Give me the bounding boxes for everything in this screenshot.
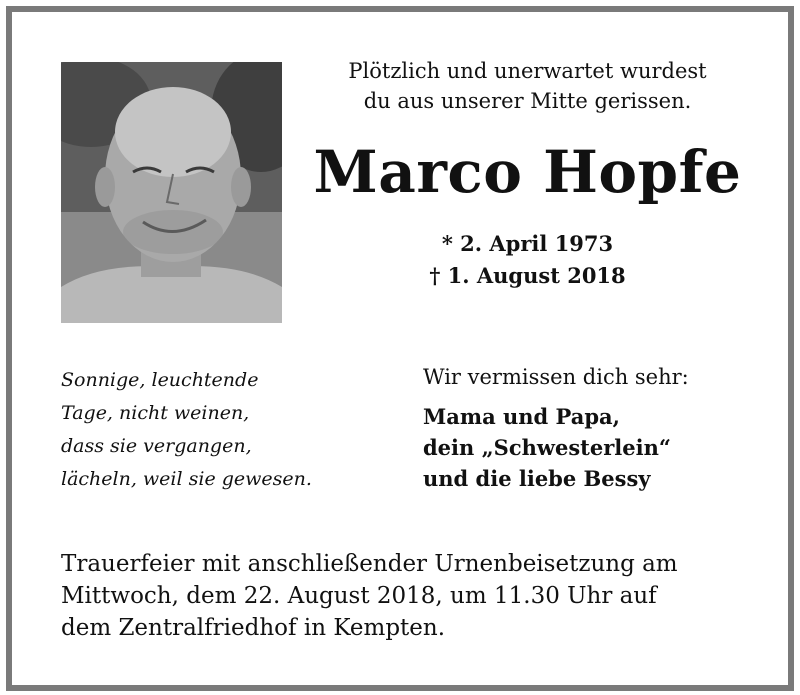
mourners-heading: Wir vermissen dich sehr:	[423, 365, 689, 389]
mourner-line: und die liebe Bessy	[423, 466, 651, 491]
poem-line: Tage, nicht weinen,	[61, 402, 250, 424]
birth-date: * 2. April 1973	[441, 231, 614, 256]
death-date: † 1. August 2018	[429, 263, 626, 288]
announcement-line: dem Zentralfriedhof in Kempten.	[61, 615, 446, 641]
intro-text	[300, 56, 755, 116]
intro-line: Plötzlich und unerwartet wurdest	[348, 59, 707, 83]
portrait-image	[61, 62, 282, 323]
mourners-list	[423, 401, 763, 494]
poem-line: Sonnige, leuchtende	[61, 369, 259, 391]
intro-line: du aus unserer Mitte gerissen.	[363, 89, 692, 113]
announcement-line: Trauerfeier mit anschließender Urnenbeisetzung am	[61, 551, 678, 577]
poem-line: dass sie vergangen,	[61, 435, 252, 457]
poem-line: lächeln, weil sie gewesen.	[61, 468, 312, 490]
poem	[61, 364, 381, 496]
announcement-line: Mittwoch, dem 22. August 2018, um 11.30 Uhr auf	[61, 583, 657, 609]
mourner-line: dein „Schwesterlein“	[423, 435, 671, 460]
portrait-photo	[61, 62, 282, 323]
life-dates	[300, 228, 755, 292]
mourner-line: Mama und Papa,	[423, 404, 620, 429]
funeral-announcement	[61, 548, 741, 644]
deceased-name: Marco Hopfe	[313, 138, 742, 206]
